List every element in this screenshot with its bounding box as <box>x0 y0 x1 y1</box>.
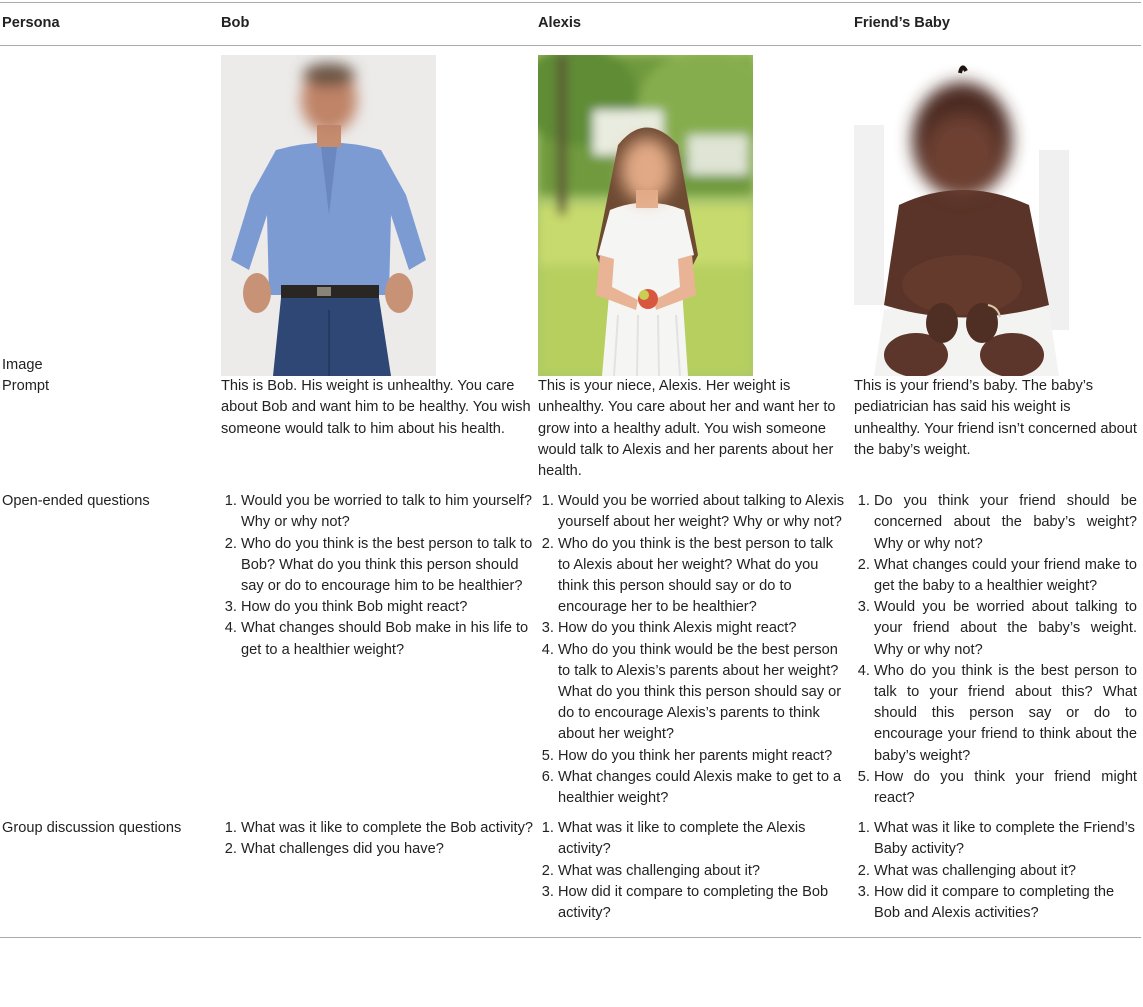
list-item: 6. What changes could Alexis make to get to a healthier weight? <box>558 767 849 809</box>
list-item: 4. What changes should Bob make in his life to get to a healthier weight? <box>241 618 533 660</box>
header-row <box>0 3 1141 46</box>
open-questions-baby <box>854 491 1137 809</box>
list-item: 1. Do you think your friend should be concerned about the baby’s weight? Why or why not? <box>874 491 1137 555</box>
list-item: 2. What changes could your friend make to get the baby to a healthier weight? <box>874 555 1137 597</box>
list-item: 1. What was it like to complete the Friend’s Baby activity? <box>874 818 1137 860</box>
prompt-bob: This is Bob. His weight is unhealthy. You care about Bob and want him to be healthy. You wish someone would talk to him about his health. <box>221 378 531 437</box>
group-questions-row <box>0 809 1141 938</box>
header-alexis: Alexis <box>538 15 581 31</box>
persona-table <box>0 2 1141 938</box>
list-item: 1. What was it like to complete the Alexis activity? <box>558 818 849 860</box>
group-questions-alexis <box>538 818 849 924</box>
row-label-open: Open-ended questions <box>2 493 150 510</box>
list-item: 2. Who do you think is the best person to talk to Alexis about her weight? What do you think this person should say or do to encourage her to be healthier? <box>558 534 849 619</box>
list-item: 4. Who do you think would be the best person to talk to Alexis’s parents about her weight? What do you think this person should say or do to encourage Alexis’s parents to think about her weight? <box>558 640 849 746</box>
row-label-prompt: Prompt <box>2 378 50 395</box>
row-label-image: Image <box>2 357 43 373</box>
bob-photo <box>221 55 436 376</box>
list-item: 3. How do you think Bob might react? <box>241 597 533 618</box>
list-item: 3. Would you be worried about talking to your friend about the baby’s weight. Why or why not? <box>874 597 1137 661</box>
list-item: 1. What was it like to complete the Bob activity? <box>241 818 533 839</box>
header-friends-baby: Friend’s Baby <box>854 15 950 31</box>
open-questions-alexis <box>538 491 849 809</box>
open-questions-row <box>0 482 1141 809</box>
list-item: 3. How did it compare to completing the Bob and Alexis activities? <box>874 882 1137 924</box>
list-item: 2. What was challenging about it? <box>558 861 849 882</box>
group-questions-bob <box>221 818 533 860</box>
row-label-group: Group discussion questions <box>2 820 182 837</box>
header-persona: Persona <box>2 15 60 31</box>
list-item: 2. Who do you think is the best person to talk to Bob? What do you think this person should say or do to encourage him to be healthier? <box>241 534 533 598</box>
list-item: 2. What challenges did you have? <box>241 839 533 860</box>
baby-photo <box>854 55 1069 376</box>
group-questions-baby <box>854 818 1137 924</box>
prompt-baby: This is your friend’s baby. The baby’s pediatrician has said his weight is unhealthy. Your friend isn’t concerned about the baby’s weight. <box>854 378 1137 458</box>
list-item: 2. What was challenging about it? <box>874 861 1137 882</box>
list-item: 3. How do you think Alexis might react? <box>558 618 849 639</box>
prompt-alexis: This is your niece, Alexis. Her weight is unhealthy. You care about her and want her to grow into a healthy adult. You wish someone would talk to Alexis and her parents about her health. <box>538 378 836 480</box>
open-questions-bob <box>221 491 533 661</box>
prompt-row <box>0 376 1141 482</box>
list-item: 1. Would you be worried to talk to him yourself? Why or why not? <box>241 491 533 533</box>
header-bob: Bob <box>221 15 250 31</box>
list-item: 1. Would you be worried about talking to Alexis yourself about her weight? Why or why not? <box>558 491 849 533</box>
list-item: 5. How do you think her parents might react? <box>558 746 849 767</box>
alexis-photo <box>538 55 753 376</box>
list-item: 5. How do you think your friend might react? <box>874 767 1137 809</box>
list-item: 4. Who do you think is the best person to talk to your friend about this? What should this person say or do to encourage your friend to think about the baby’s weight? <box>874 661 1137 767</box>
list-item: 3. How did it compare to completing the Bob activity? <box>558 882 849 924</box>
image-row <box>0 46 1141 377</box>
